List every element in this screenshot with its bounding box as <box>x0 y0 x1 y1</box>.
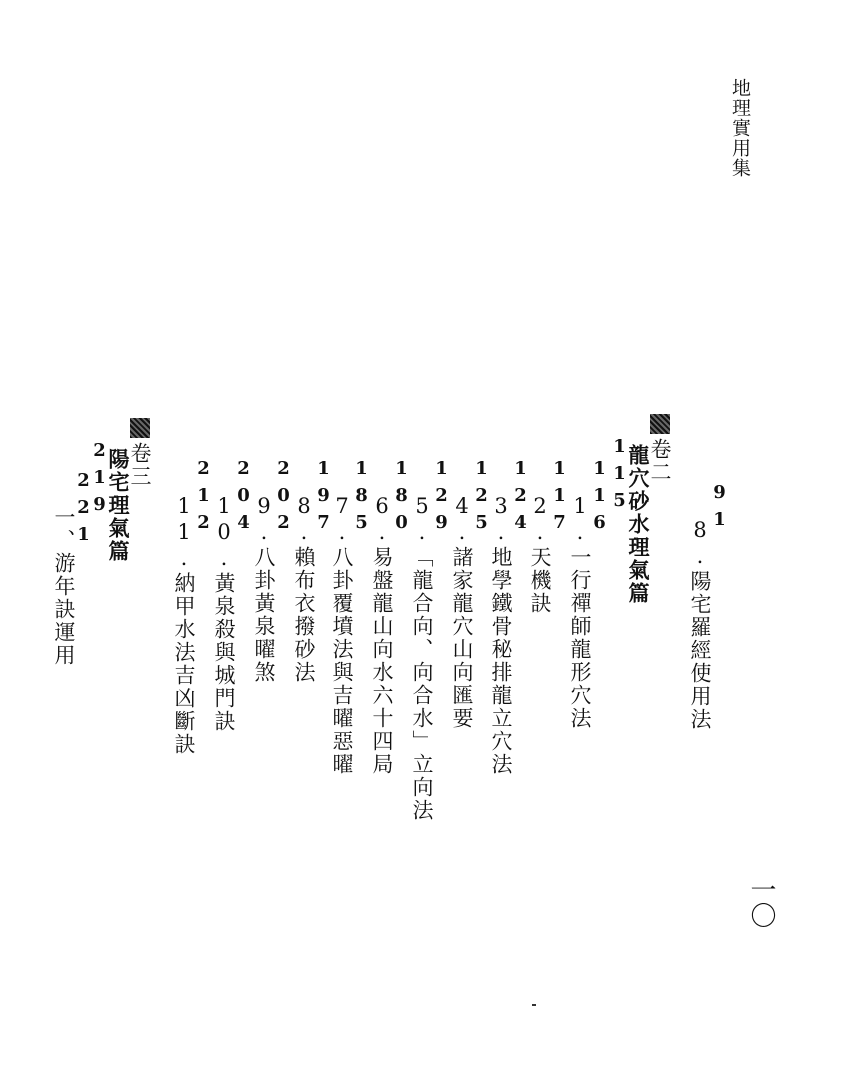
section-label: 卷二 <box>648 438 672 484</box>
toc-entry <box>489 458 531 776</box>
toc-entry <box>252 458 294 684</box>
entry-title: 6.易盤龍山向水六十四局 <box>370 494 394 776</box>
toc-entry <box>52 470 94 667</box>
toc-entry <box>330 458 372 776</box>
section-heading <box>609 414 672 605</box>
entry-title: 11.納甲水法吉凶斷訣 <box>172 494 196 756</box>
entry-title: 9.八卦黃泉曜煞 <box>252 494 276 684</box>
entry-page-number: 221 <box>73 470 94 551</box>
entry-title: 3.地學鐵骨秘排龍立穴法 <box>489 494 513 776</box>
toc-entry <box>292 458 334 684</box>
entry-title: 2.天機訣 <box>528 494 552 615</box>
entry-page-number: 202 <box>273 458 294 539</box>
entry-page-number: 116 <box>589 458 610 539</box>
entry-page-number: 129 <box>431 458 452 539</box>
entry-title: 1.一行禪師龍形穴法 <box>568 494 592 730</box>
toc-entry <box>212 458 254 733</box>
scan-mark <box>532 1004 536 1006</box>
section-label: 卷三 <box>128 442 152 488</box>
entry-title: 8.賴布衣撥砂法 <box>292 494 316 684</box>
toc-entry <box>172 458 214 756</box>
section-marker-icon <box>130 418 150 438</box>
entry-page-number: 212 <box>193 458 214 539</box>
page-number: 一〇 <box>746 876 776 928</box>
entry-page-number: 180 <box>391 458 412 539</box>
toc-entry <box>528 458 570 615</box>
toc-entry <box>568 458 610 730</box>
section-marker-icon <box>650 414 670 434</box>
entry-title: 10.黃泉殺與城門訣 <box>212 494 236 733</box>
entry-page-number: 185 <box>351 458 372 539</box>
entry-title: 一、游年訣運用 <box>52 506 76 667</box>
toc-entry <box>688 482 730 731</box>
entry-page-number: 124 <box>510 458 531 539</box>
entry-page-number: 197 <box>313 458 334 539</box>
entry-page-number: 125 <box>471 458 492 539</box>
section-title: 陽宅理氣篇 <box>106 448 131 563</box>
book-title: 地理實用集 <box>729 78 751 178</box>
toc-entry <box>370 458 412 776</box>
entry-title: 8.陽宅羅經使用法 <box>688 518 712 731</box>
section-title: 龍穴砂水理氣篇 <box>626 444 651 605</box>
section-heading <box>89 418 152 563</box>
entry-page-number: 91 <box>709 482 730 536</box>
entry-page-number: 117 <box>549 458 570 539</box>
section-page-number: 115 <box>609 436 630 517</box>
entry-title: 5.「龍合向、向合水」立向法 <box>410 494 434 822</box>
entry-page-number: 204 <box>233 458 254 539</box>
section-page-number: 219 <box>89 440 110 521</box>
entry-title: 4.諸家龍穴山向匯要 <box>450 494 474 730</box>
toc-entry <box>410 458 452 822</box>
entry-title: 7.八卦覆墳法與吉曜惡曜 <box>330 494 354 776</box>
toc-entry <box>450 458 492 730</box>
